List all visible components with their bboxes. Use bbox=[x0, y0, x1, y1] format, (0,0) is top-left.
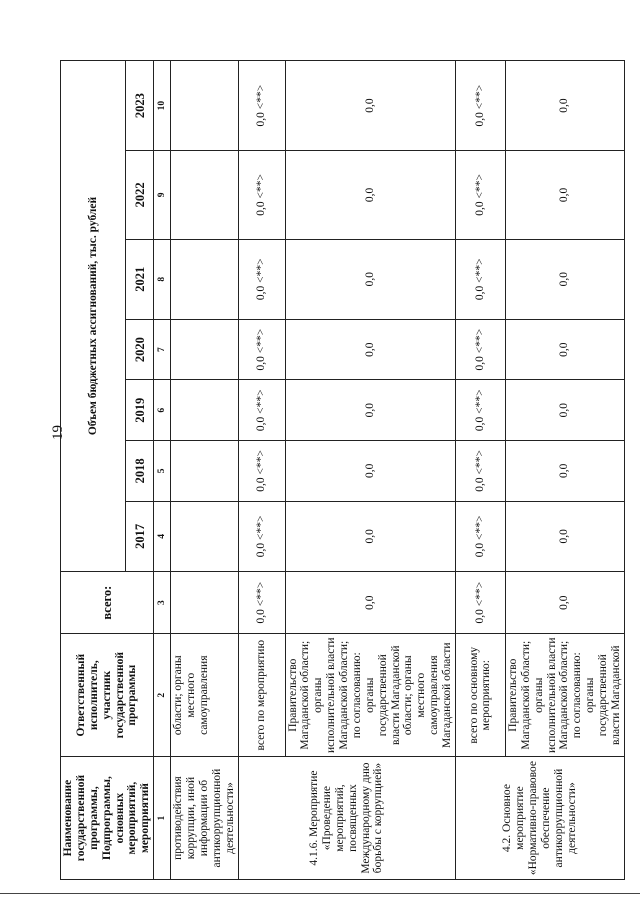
table-row bbox=[171, 61, 238, 880]
header-year-2020: 2020 bbox=[125, 319, 153, 380]
bottom-rule bbox=[0, 893, 640, 894]
row-value: 0,0 bbox=[285, 441, 455, 502]
row-name: 4.1.6. Мероприятие «Проведение мероприятий, посвященных Международному дню борьбы с коррупцией» bbox=[238, 757, 455, 880]
header-name: Наименование государственной программы, Подпрограммы, основных мероприятий, мероприятий bbox=[61, 757, 154, 880]
header-total: всего: bbox=[61, 572, 154, 634]
row-value: 0,0 <**> bbox=[455, 319, 505, 380]
row-value: 0,0 bbox=[505, 151, 624, 239]
row-value: 0,0 <**> bbox=[455, 572, 505, 634]
row-value bbox=[171, 151, 238, 239]
row-value: 0,0 <**> bbox=[455, 151, 505, 239]
col-number: 4 bbox=[154, 501, 171, 571]
row-value: 0,0 <**> bbox=[238, 441, 285, 502]
rotated-table-container bbox=[60, 60, 622, 880]
row-value: 0,0 bbox=[505, 319, 624, 380]
row-value: 0,0 <**> bbox=[238, 501, 285, 571]
row-value: 0,0 <**> bbox=[455, 501, 505, 571]
row-value bbox=[171, 441, 238, 502]
header-year-2017: 2017 bbox=[125, 501, 153, 571]
row-value: 0,0 <**> bbox=[455, 380, 505, 441]
col-number: 5 bbox=[154, 441, 171, 502]
row-value: 0,0 <**> bbox=[238, 319, 285, 380]
col-number: 8 bbox=[154, 239, 171, 319]
header-executor: Ответственный исполнитель, участник государственной программы bbox=[61, 634, 154, 757]
row-value bbox=[171, 572, 238, 634]
header-year-2022: 2022 bbox=[125, 151, 153, 239]
col-number: 7 bbox=[154, 319, 171, 380]
row-value: 0,0 <**> bbox=[238, 239, 285, 319]
row-value: 0,0 <**> bbox=[238, 380, 285, 441]
row-executor: Правительство Магаданской области; органы исполнительной власти Магаданской области; по согласованию: органы государственной власти Магаданской области; органы местного самоуправления Магаданской области bbox=[285, 634, 455, 757]
row-value bbox=[171, 239, 238, 319]
row-value: 0,0 bbox=[505, 441, 624, 502]
column-number-row bbox=[154, 61, 171, 880]
row-value: 0,0 <**> bbox=[238, 572, 285, 634]
row-value: 0,0 bbox=[285, 501, 455, 571]
row-value: 0,0 <**> bbox=[238, 151, 285, 239]
row-executor: Правительство Магаданской области; органы исполнительной власти Магаданской области; по согласованию: органы государственной власти Магаданской bbox=[505, 634, 624, 757]
row-value: 0,0 bbox=[285, 151, 455, 239]
header-year-2023: 2023 bbox=[125, 61, 153, 151]
header-row-1 bbox=[61, 61, 126, 880]
header-year-2021: 2021 bbox=[125, 239, 153, 319]
row-value: 0,0 bbox=[505, 61, 624, 151]
row-value: 0,0 <**> bbox=[455, 61, 505, 151]
row-value: 0,0 bbox=[285, 572, 455, 634]
header-budget: Объем бюджетных ассигнований, тыс. рублей bbox=[61, 61, 126, 572]
row-value: 0,0 bbox=[505, 380, 624, 441]
row-value: 0,0 <**> bbox=[455, 441, 505, 502]
table-row bbox=[455, 61, 505, 880]
row-executor: области; органы местного самоуправления bbox=[171, 634, 238, 757]
row-value: 0,0 bbox=[285, 239, 455, 319]
header-year-2019: 2019 bbox=[125, 380, 153, 441]
col-number: 10 bbox=[154, 61, 171, 151]
row-value: 0,0 bbox=[285, 61, 455, 151]
col-number: 3 bbox=[154, 572, 171, 634]
row-value: 0,0 bbox=[285, 380, 455, 441]
row-value bbox=[171, 319, 238, 380]
row-value: 0,0 bbox=[505, 572, 624, 634]
row-name: 4.2. Основное мероприятие «Нормативно-правовое обеспечение антикоррупционной деятельности» bbox=[455, 757, 624, 880]
row-executor: всего по мероприятию bbox=[238, 634, 285, 757]
row-executor: всего по основному мероприятию: bbox=[455, 634, 505, 757]
row-value: 0,0 bbox=[285, 319, 455, 380]
row-value bbox=[171, 61, 238, 151]
row-value: 0,0 bbox=[505, 501, 624, 571]
col-number: 6 bbox=[154, 380, 171, 441]
row-value: 0,0 bbox=[505, 239, 624, 319]
table-row bbox=[238, 61, 285, 880]
page-number: 19 bbox=[50, 425, 66, 440]
row-name: противодействия коррупции, иной информации об антикоррупционной деятельности» bbox=[171, 757, 238, 880]
col-number: 1 bbox=[154, 757, 171, 880]
budget-table bbox=[60, 60, 625, 880]
row-value: 0,0 <**> bbox=[455, 239, 505, 319]
row-value bbox=[171, 380, 238, 441]
col-number: 2 bbox=[154, 634, 171, 757]
row-value: 0,0 <**> bbox=[238, 61, 285, 151]
col-number: 9 bbox=[154, 151, 171, 239]
row-value bbox=[171, 501, 238, 571]
header-year-2018: 2018 bbox=[125, 441, 153, 502]
